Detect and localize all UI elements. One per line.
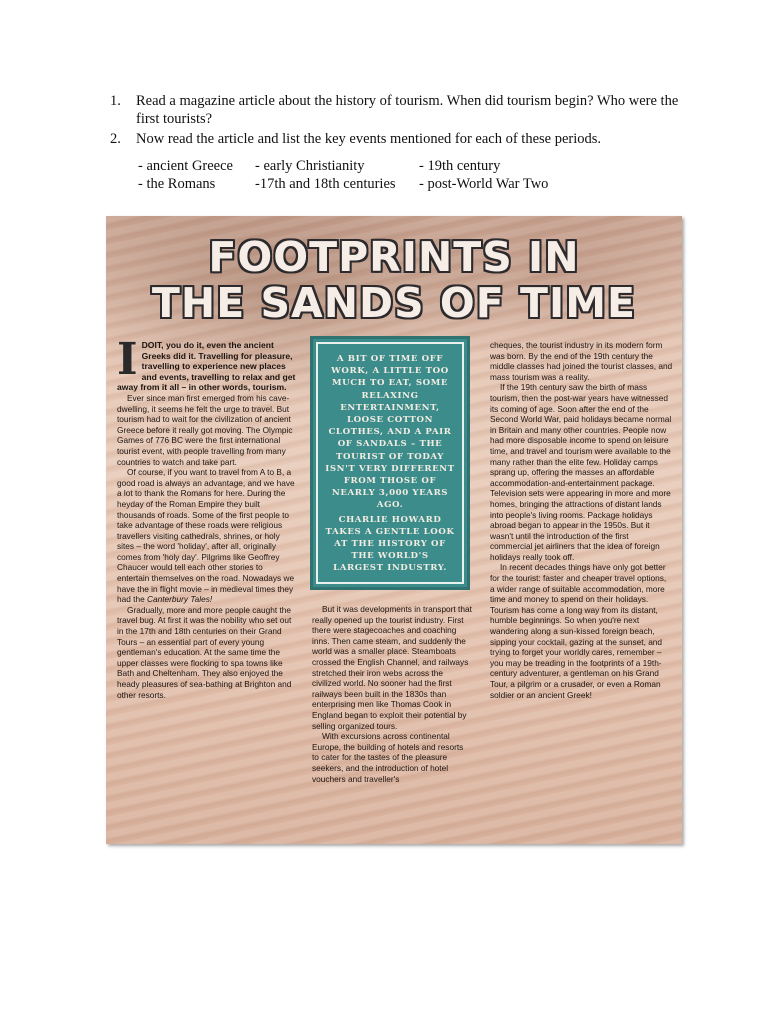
article-paragraph: With excursions across continental Europe, the building of hotels and resorts to cater for the tastes of the pleasure seekers, and the introduction of hotel vouchers and traveller's — [312, 731, 464, 784]
article-paragraph: Ever since man first emerged from his cave-dwelling, it seems he felt the urge to travel. But tourism had to wait for the civilization of ancient Greece before it really got moving. The Olympic Games of 776 BC were the first international tourist event, with people travelling from many countries to watch and take part. — [117, 392, 293, 467]
task-number: 1. — [110, 93, 121, 109]
article-paragraph: Gradually, more and more people caught the travel bug. At first it was the nobility who set out in the 17th and 18th centuries on their Grand Tours – an essential part of every young gentleman's education. At the same time the upper classes were flocking to spa towns like Bath and Cheltenham. They also enjoyed the heady pleasures of sea-bathing at Brighton and other resorts. — [117, 604, 292, 700]
article-headline-line1: FOOTPRINTS IN — [208, 233, 580, 281]
article-headline-line2: THE SANDS OF TIME — [151, 279, 637, 327]
task-item — [110, 130, 700, 148]
period-item: - 19th century — [419, 158, 501, 174]
periods-list — [138, 157, 548, 193]
lead-text: DOIT, you do it, even the ancient Greeks did it. Travelling for pleasure, travelling to experience new places and events, travelling to relax and get away from it all – in other words, tourism. — [117, 340, 296, 393]
canterbury-tales-title: Canterbury Tales! — [147, 594, 213, 605]
periods-row — [138, 175, 548, 193]
period-item: -17th and 18th centuries — [255, 176, 396, 192]
period-item: - early Christianity — [255, 158, 365, 174]
task-text: Now read the article and list the key events mentioned for each of these periods. — [136, 131, 602, 147]
period-item: - post-World War Two — [419, 176, 549, 192]
pull-quote-box — [310, 336, 470, 590]
article-column-3 — [490, 340, 673, 700]
task-list — [110, 92, 700, 150]
period-item: - ancient Greece — [138, 158, 233, 174]
article-paragraph: cheques, the tourist industry in its modern form was born. By the end of the 19th century the middle classes had joined the tourist classes, and mass tourism was a reality. — [490, 340, 673, 382]
byline-text: CHARLIE HOWARD TAKES A GENTLE LOOK AT THE HISTORY OF THE WORLD'S LARGEST INDUSTRY. — [325, 514, 455, 574]
task-item — [110, 92, 700, 128]
task-text: Read a magazine article about the history of tourism. When did tourism begin? Who were the first tourists? — [136, 93, 679, 127]
period-item: - the Romans — [138, 176, 216, 192]
article-column-2 — [312, 604, 472, 784]
article-lead — [117, 334, 297, 393]
article-paragraph: If the 19th century saw the birth of mass tourism, then the post-war years have witnessed its coming of age. Soon after the end of the Second World War, paid holidays became normal in Britain and many other countries. People now had more disposable income to spend on leisure time, and travel and tourism were available to the many rather than the elite few. Holiday camps sprang up, offering the masses an affordable accommodation-and-entertainment package. Television sets were appearing in more and more homes, bringing the attractions of distant lands into people's living rooms. Package holidays abroad began to appear in the 1950s. But it wasn't until the introduction of the first commercial jet airliners that the idea of foreign holidays really took off. — [490, 382, 672, 562]
task-number: 2. — [110, 131, 121, 147]
article-paragraph: But it was developments in transport that really opened up the tourist industry. First there were stagecoaches and coaching inns. Then came steam, and suddenly the world was a smaller place. Steamboats crossed the English Channel, and railways stretched their iron webs across the civilized world. No sooner had the first railways been built in the 1830s than enterprising men like Thomas Cook in England began to exploit their potential by selling organized tours. — [312, 604, 472, 731]
article-paragraph — [117, 467, 297, 605]
article-column-1 — [117, 334, 297, 700]
magazine-article — [106, 216, 682, 844]
drop-cap: I — [117, 334, 138, 385]
article-paragraph: In recent decades things have only got better for the tourist: faster and cheaper travel options, a wider range of suitable accommodation, more time and money to spend on their holidays. Tourism has come a long way from its distant, humble beginnings. So when you're next wandering along a sun-kissed foreign beach, sipping your cocktail, gazing at the sunset, and trying to forget your worldly cares, remember – you may be treading in the footprints of a 19th-century adventurer, a gentleman on his Grand Tour, a pilgrim or a crusader, or even a Roman soldier or an ancient Greek! — [490, 562, 667, 700]
paragraph-text: Of course, if you want to travel from A to B, a good road is always an advantage, and we have a lot to thank the Romans for here. During the heyday of the Roman Empire they built thousands of roads. Some of the first people to take advantage of these roads were religious travellers visiting cathedrals, shrines, or holy sites – the word 'holiday', after all, originally comes from 'holy day'. Pilgrims like Geoffrey Chaucer would tell each other stories to entertain themselves on the road. Nowadays we have the in flight movie – in medieval times they had the — [117, 467, 295, 605]
pull-quote-text: A BIT OF TIME OFF WORK, A LITTLE TOO MUCH TO EAT, SOME RELAXING ENTERTAINMENT, LOOSE COTTON CLOTHES, AND A PAIR OF SANDALS – THE TOURIST OF TODAY ISN'T VERY DIFFERENT FROM THOSE OF NEARLY 3,000 YEARS AGO. — [325, 354, 455, 511]
periods-row — [138, 157, 548, 175]
